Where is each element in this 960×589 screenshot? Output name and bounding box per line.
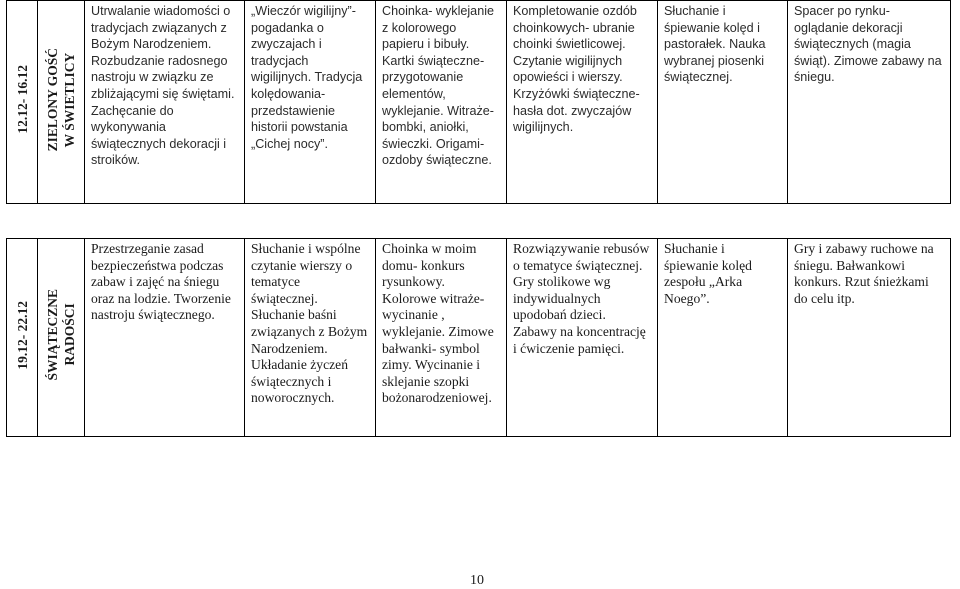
week-2-goals: Przestrzeganie zasad bezpieczeństwa podczas zabaw i zajęć na śniegu oraz na lodzie. Tworzenie nastroju świątecznego. [91,241,231,323]
week-2-day-4: Słuchanie i śpiewanie kolęd zespołu „Arka Noego”. [664,241,752,306]
week-2-day-1: Słuchanie i wspólne czytanie wierszy o tematyce świątecznej. Słuchanie baśni związanych z Bożym Narodzeniem. Układanie życzeń świątecznych i noworocznych. [251,241,368,406]
week-1-day-2-cell [376,1,507,204]
week-1-theme: ZIELONY GOŚĆ W ŚWIETLICY [45,48,77,152]
week-row-1 [7,1,951,204]
week-2-day-2: Choinka w moim domu- konkurs rysunkowy. Kolorowe witraże- wycinanie , wyklejanie. Zimowe bałwanki- symbol zimy. Wycinanie i sklejanie szopki bożonarodzeniowej. [382,241,494,406]
week-2-date-cell [7,239,38,437]
page-number: 10 [470,573,484,588]
week-1-goals: Utrwalanie wiadomości o tradycjach związanych z Bożym Narodzeniem. Rozbudzanie radosnego nastroju w związku ze zbliżającymi się świętami. Zachęcanie do wykonywania świątecznych dekoracji i stroików. [91,4,235,168]
week-1-theme-cell [38,1,85,204]
week-1-day-2: Choinka- wyklejanie z kolorowego papieru i bibuły. Kartki świąteczne- przygotowanie elementów, wyklejanie. Witraże- bombki, aniołki, świeczki. Origami- ozdoby świąteczne. [382,4,494,168]
week-2-day-1-cell [245,239,376,437]
week-1-day-4-cell [658,1,788,204]
week-1-day-5-cell [788,1,951,204]
week-1-day-4: Słuchanie i śpiewanie kolęd i pastorałek. Nauka wybranej piosenki świątecznej. [664,4,766,85]
week-2-date: 19.12- 22.12 [14,300,30,370]
week-2-day-4-cell [658,239,788,437]
week-2-theme-cell [38,239,85,437]
activity-plan-table [6,0,951,437]
week-1-day-3-cell [507,1,658,204]
week-2-goals-cell [85,239,245,437]
table-gap-row [7,204,951,239]
week-2-day-3: Rozwiązywanie rebusów o tematyce świątecznej. Gry stolikowe wg indywidualnych upodobań dzieci. Zabawy na koncentrację i ćwiczenie pamięci. [513,241,650,356]
week-1-date: 12.12- 16.12 [14,65,30,135]
week-1-goals-cell [85,1,245,204]
week-2-day-2-cell [376,239,507,437]
week-2-day-3-cell [507,239,658,437]
week-2-day-5-cell [788,239,951,437]
week-2-theme: ŚWIĄTECZNE RADOŚCI [45,289,77,381]
week-1-day-1-cell [245,1,376,204]
week-1-day-5: Spacer po rynku- oglądanie dekoracji świątecznych (magia świąt). Zimowe zabawy na śniegu. [794,4,942,85]
week-1-date-cell [7,1,38,204]
week-row-2 [7,239,951,437]
week-2-day-5: Gry i zabawy ruchowe na śniegu. Bałwankowi konkurs. Rzut śnieżkami do celu itp. [794,241,934,306]
week-1-day-1: „Wieczór wigilijny”- pogadanka o zwyczajach i tradycjach wigilijnych. Tradycja kolędowania- przedstawienie historii powstania „Cichej nocy”. [251,4,363,151]
week-1-day-3: Kompletowanie ozdób choinkowych- ubranie choinki świetlicowej. Czytanie wigilijnych opowieści i wierszy. Krzyżówki świąteczne- hasła dot. zwyczajów wigilijnych. [513,4,640,135]
